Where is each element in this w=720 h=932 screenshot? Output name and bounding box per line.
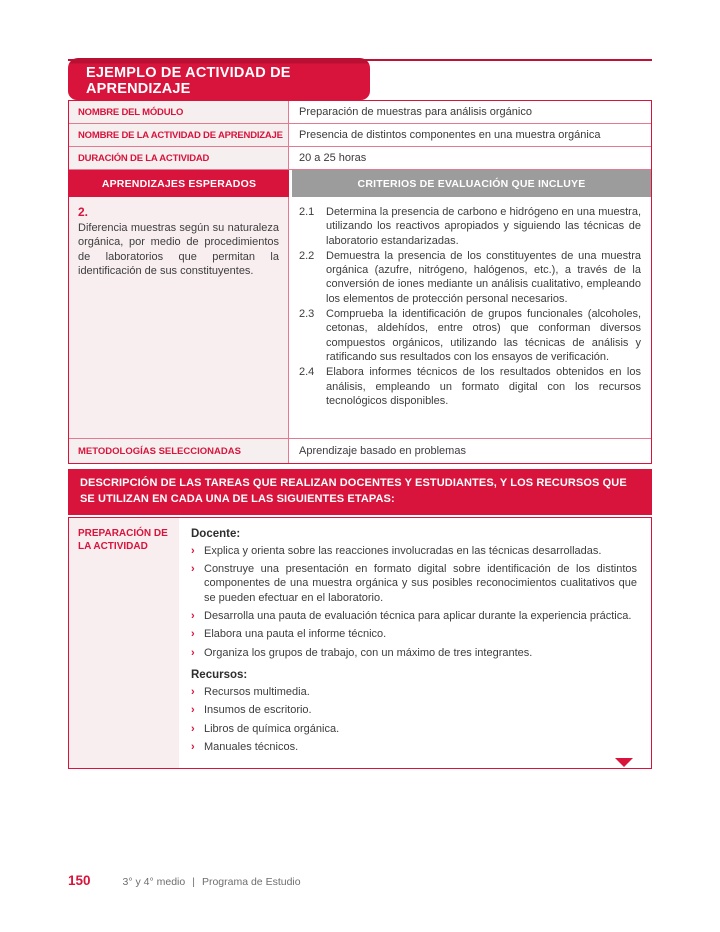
list-item [191,685,637,699]
footer-divider: | [192,876,195,888]
bullet-arrow-icon: › [191,722,195,735]
criterion-number: 2.1 [299,206,315,218]
list-item [191,562,637,605]
stage-content [179,518,651,768]
bullet-arrow-icon: › [191,544,195,557]
page-footer [68,873,301,888]
description-banner: DESCRIPCIÓN DE LAS TAREAS QUE REALIZAN DOCENTES Y ESTUDIANTES, Y LOS RECURSOS QUE SE UTILIZAN EN CADA UNA DE LAS SIGUIENTES ETAPAS: [68,469,652,515]
continuation-arrow-icon [615,758,633,767]
list-item [191,703,637,717]
row-value: Presencia de distintos componentes en una muestra orgánica [299,129,601,141]
list-item-text: Elabora una pauta el informe técnico. [204,628,387,641]
row-value: Preparación de muestras para análisis orgánico [299,106,532,118]
list-item [191,722,637,736]
list-item [191,627,637,641]
list-item [191,646,637,660]
stage-label: PREPARACIÓN DE LA ACTIVIDAD [69,518,179,768]
criterion-text: Comprueba la identificación de grupos funcionales (alcoholes, cetonas, aldehídos, entre otros) que conforman diversos compuestos orgánicos, utilizando las técnicas de análisis y ratificando sus resultados con los ensayos de verificación. [326,308,641,363]
page-title: EJEMPLO DE ACTIVIDAD DE APRENDIZAJE [68,58,370,100]
list-item-text: Desarrolla una pauta de evaluación técnica para aplicar durante la experiencia práctica. [204,610,632,623]
info-rows [69,101,651,170]
docente-heading: Docente: [191,527,241,540]
list-item-text: Insumos de escritorio. [204,704,312,717]
table-row [69,101,651,124]
list-item-text: Manuales técnicos. [204,740,299,753]
list-item-text: Organiza los grupos de trabajo, con un máximo de tres integrantes. [204,646,533,659]
list-item-text: Libros de química orgánica. [204,722,340,735]
activity-table [68,100,652,464]
row-value: 20 a 25 horas [299,152,367,164]
evaluation-criteria-cell [289,197,651,438]
table-row [69,124,651,147]
bullet-arrow-icon: › [191,563,195,576]
expected-learning-header: APRENDIZAJES ESPERADOS [69,170,289,197]
list-item-text: Explica y orienta sobre las reacciones involucradas en las técnicas desarrolladas. [204,544,602,557]
row-label: NOMBRE DE LA ACTIVIDAD DE APRENDIZAJE [69,124,289,146]
criterion-item [299,307,641,364]
bullet-arrow-icon: › [191,610,195,623]
list-item-text: Recursos multimedia. [204,685,310,698]
docente-list [191,544,637,660]
learning-content-row [69,197,651,439]
footer-grade-text: 3° y 4° medio [122,876,186,888]
list-item [191,740,637,754]
learning-header-row [69,170,651,197]
methodology-label: METODOLOGÍAS SELECCIONADAS [69,439,289,463]
expected-learning-cell [69,197,289,438]
methodology-row [69,439,651,463]
document-content [68,58,652,769]
criterion-number: 2.3 [299,308,315,321]
criterion-text: Elabora informes técnicos de los resultados obtenidos en los análisis, empleando un formato digital con los recursos tecnológicos disponibles. [326,366,641,407]
recursos-heading: Recursos: [191,668,248,681]
header-tab-row [68,58,652,100]
criterion-text: Demuestra la presencia de los constituyentes de una muestra orgánica (azufre, nitrógeno, halógenos, etc.), a través de la conversión de iones mediante un análisis cualitativo, empleando los elementos de protección personal necesarios. [326,249,641,305]
bullet-arrow-icon: › [191,740,195,753]
evaluation-criteria-header: CRITERIOS DE EVALUACIÓN QUE INCLUYE [289,170,651,197]
expected-learning-text: Diferencia muestras según su naturaleza orgánica, por medio de procedimientos de laboratorios que permitan la identificación de sus constituyentes. [78,222,279,277]
row-label: DURACIÓN DE LA ACTIVIDAD [69,147,289,169]
criterion-item [299,205,641,248]
list-item [191,544,637,558]
footer-program-text: Programa de Estudio [201,876,301,888]
row-label: NOMBRE DEL MÓDULO [69,101,289,123]
criterion-item [299,249,641,306]
recursos-list [191,685,637,754]
criterion-number: 2.4 [299,366,315,379]
list-item [191,609,637,623]
bullet-arrow-icon: › [191,628,195,641]
bullet-arrow-icon: › [191,685,195,698]
criterion-number: 2.2 [299,249,315,262]
preparation-box [68,517,652,769]
bullet-arrow-icon: › [191,704,195,717]
methodology-value: Aprendizaje basado en problemas [299,445,466,457]
page-number: 150 [68,873,91,888]
list-item-text: Construye una presentación en formato digital sobre identificación de los distintos componentes de una muestra orgánica y sus posibles reconocimientos cualitativos que se pueden efectuar en el laboratorio. [204,563,637,604]
table-row [69,147,651,170]
bullet-arrow-icon: › [191,646,195,659]
criterion-text: Determina la presencia de carbono e hidrógeno en una muestra, utilizando los reactivos apropiados y siguiendo las técnicas de laboratorio estandarizadas. [326,206,641,247]
criterion-item [299,365,641,408]
expected-learning-number: 2. [78,205,89,219]
